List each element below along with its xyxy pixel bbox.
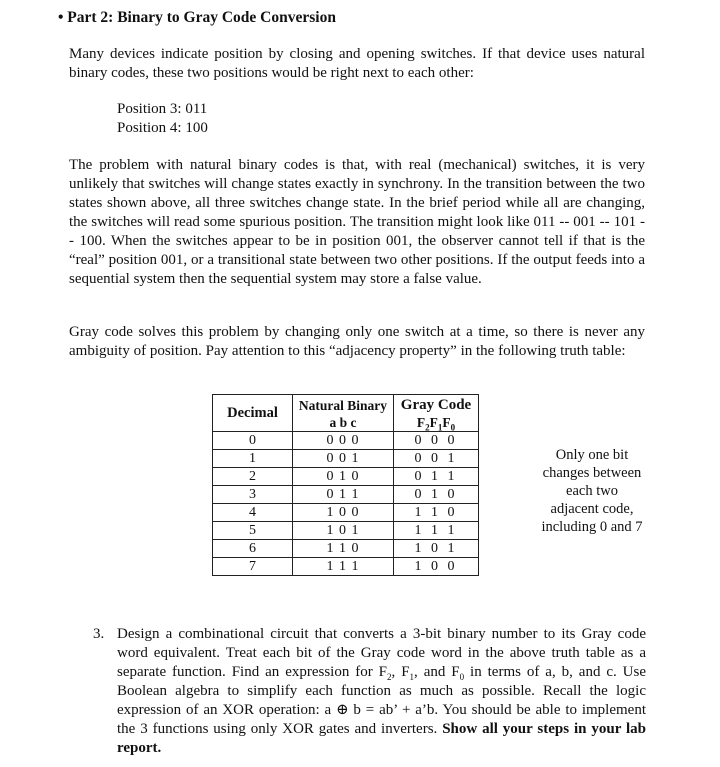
table-row xyxy=(213,468,479,486)
note-line: adjacent code, xyxy=(550,501,634,517)
table-row xyxy=(213,558,479,576)
note-line: including 0 and 7 xyxy=(541,519,643,535)
decimal-cell: 2 xyxy=(213,468,293,486)
gray-cell: 1 1 0 xyxy=(394,504,479,522)
truth-table xyxy=(212,394,479,576)
header-gray-title: Gray Code xyxy=(400,397,472,413)
binary-cell: 0 0 1 xyxy=(293,450,394,468)
table-row xyxy=(213,486,479,504)
f0-sub: 0 xyxy=(450,422,456,433)
table-row xyxy=(213,450,479,468)
gray-cell: 0 1 1 xyxy=(394,468,479,486)
f1-sub: 1 xyxy=(409,672,415,682)
decimal-cell: 3 xyxy=(213,486,293,504)
table-row xyxy=(213,540,479,558)
binary-cell: 1 0 0 xyxy=(293,504,394,522)
decimal-cell: 7 xyxy=(213,558,293,576)
decimal-cell: 4 xyxy=(213,504,293,522)
gray-cell: 1 0 1 xyxy=(394,540,479,558)
gray-cell: 0 0 1 xyxy=(394,450,479,468)
f2-sub: 2 xyxy=(425,422,430,433)
binary-cell: 1 1 0 xyxy=(293,540,394,558)
binary-cell: 0 0 0 xyxy=(293,432,394,450)
question-text-part: , and F xyxy=(414,664,460,680)
f1-sub: 1 xyxy=(437,422,443,433)
gray-cell: 1 0 0 xyxy=(394,558,479,576)
header-gray-code xyxy=(394,395,479,432)
header-binary-title: Natural Binary xyxy=(298,398,388,413)
question-text-part: Design a combinational circuit that converts a 3-bit binary number to its Gray code word equivalent. Treat each bit of the Gray code word in the above truth table as a separate function. Find an expression for F xyxy=(117,626,646,680)
position-3: Position 3: 011 xyxy=(117,101,208,117)
table-row xyxy=(213,504,479,522)
question-number: 3. xyxy=(93,626,105,642)
table-row xyxy=(213,522,479,540)
binary-cell: 1 0 1 xyxy=(293,522,394,540)
header-natural-binary xyxy=(293,395,394,432)
gray-code-paragraph: Gray code solves this problem by changing only one switch at a time, so there is never any ambiguity of position. Pay attention to this “adjacency property” in the following truth table: xyxy=(69,324,645,359)
problem-paragraph: The problem with natural binary codes is that, with real (mechanical) switches, it is very unlikely that switches will change states exactly in synchrony. In the transition between the two states shown above, all three switches change state. In the brief period while all are changing, the switches will read some spurious position. The transition might look like 011 -- 001 -- 101 -- 100. When the switches appear to be in position 001, the observer cannot tell if that is the “real” position 001, or a transitional state between two other positions. If the output feeds into a sequential system then the sequential system may store a false value. xyxy=(69,157,645,287)
f2-label: F xyxy=(416,415,426,430)
position-4: Position 4: 100 xyxy=(117,120,208,136)
note-line: Only one bit xyxy=(555,447,629,463)
question-text xyxy=(117,625,646,758)
note-line: changes between xyxy=(542,465,642,481)
positions-block xyxy=(117,100,208,138)
header-gray-vars xyxy=(396,414,476,431)
note-line: each two xyxy=(566,483,618,499)
adjacency-note xyxy=(532,446,652,536)
binary-cell: 1 1 1 xyxy=(293,558,394,576)
f1-label: F xyxy=(429,415,438,430)
decimal-cell: 5 xyxy=(213,522,293,540)
binary-cell: 0 1 0 xyxy=(293,468,394,486)
table-row xyxy=(213,432,479,450)
header-binary-vars: a b c xyxy=(329,415,357,430)
f0-label: F xyxy=(442,415,451,430)
f2-sub: 2 xyxy=(387,672,392,682)
gray-cell: 0 1 0 xyxy=(394,486,479,504)
header-decimal: Decimal xyxy=(213,395,293,432)
f0-sub: 0 xyxy=(459,672,465,682)
gray-cell: 0 0 0 xyxy=(394,432,479,450)
question-text-part: , F xyxy=(391,664,410,680)
gray-cell: 1 1 1 xyxy=(394,522,479,540)
decimal-cell: 1 xyxy=(213,450,293,468)
question-emphasis: Show all your steps in your lab report. xyxy=(117,721,647,756)
question-text-part: in terms of a, b, and c. Use Boolean algebra to simplify each function as much as possible. Recall the logic expression of an XOR operation: a ⊕ b = ab’ + a’b. You should be able to implement the 3 functions using only XOR gates and inverters. xyxy=(117,664,647,737)
intro-paragraph: Many devices indicate position by closing and opening switches. If that device uses natural binary codes, these two positions would be right next to each other: xyxy=(69,46,645,81)
decimal-cell: 6 xyxy=(213,540,293,558)
binary-cell: 0 1 1 xyxy=(293,486,394,504)
section-heading: • Part 2: Binary to Gray Code Conversion xyxy=(58,9,336,26)
decimal-cell: 0 xyxy=(213,432,293,450)
